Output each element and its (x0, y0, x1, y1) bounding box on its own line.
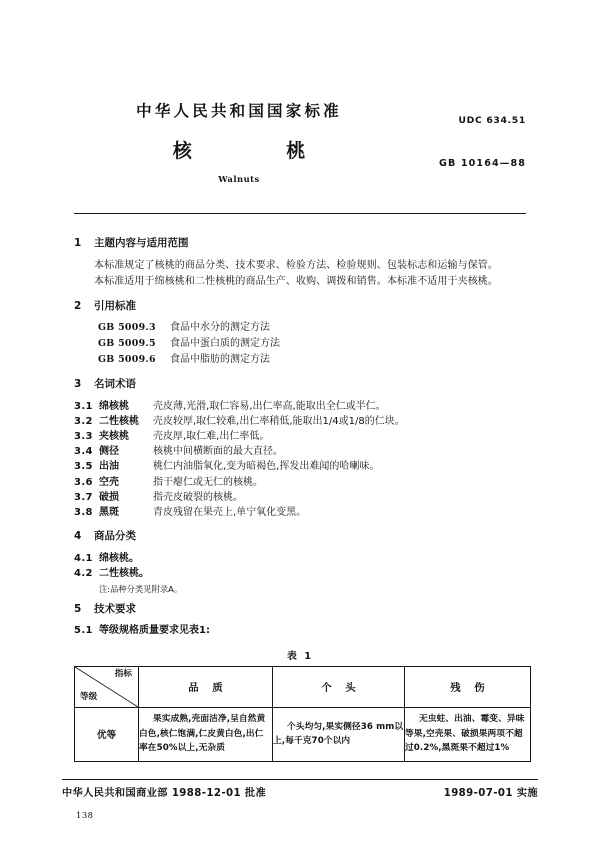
table-cell-quality: 果实成熟,壳面洁净,呈自然黄白色,核仁饱满,仁皮黄白色,出仁率在50%以上,无杂质 (139, 707, 273, 761)
grade-specification-table (74, 666, 531, 762)
classification-text: 二性核桃。 (99, 568, 149, 580)
section-1-paragraph-1: 本标准规定了核桃的商品分类、技术要求、检验方法、检验规则、包装标志和运输与保管。 (94, 259, 498, 271)
term-definition: 桃仁内油脂氧化,变为暗褐色,挥发出难闻的哈喇味。 (153, 461, 380, 473)
table-cell-grade: 优等 (75, 707, 139, 761)
section-2-heading (74, 301, 526, 312)
section-2-number: 2 (74, 299, 82, 312)
term-definition: 核桃中间横断面的最大直径。 (153, 446, 283, 458)
section-4-heading (74, 531, 526, 542)
reference-code: GB 5009.3 (98, 322, 156, 333)
section-1-title: 主题内容与适用范围 (94, 237, 189, 249)
standard-number: GB 10164—88 (439, 158, 526, 169)
reference-item (74, 320, 526, 336)
term-definition: 指壳皮破裂的核桃。 (153, 491, 243, 503)
document-title: 核 桃 (172, 139, 350, 162)
document-subtitle-english: Walnuts (218, 173, 260, 184)
footer-approval-text: 中华人民共和国商业部 1988-12-01 批准 (62, 788, 267, 799)
document-body (74, 238, 526, 762)
term-word: 侧径 (99, 446, 119, 458)
term-definition: 指干瘪仁或无仁的核桃。 (153, 476, 263, 488)
term-item (74, 475, 526, 490)
classification-item (74, 551, 526, 567)
section-2-title: 引用标准 (94, 299, 136, 312)
section-1-paragraph-2: 本标准适用于绵核桃和二性核桃的商品生产、收购、调拨和销售。本标准不适用于夹核桃。 (94, 275, 498, 287)
reference-item (74, 336, 526, 352)
term-item (74, 444, 526, 459)
classification-text: 绵核桃。 (99, 552, 139, 564)
term-word: 黑斑 (99, 506, 119, 518)
section-1-number: 1 (74, 237, 82, 249)
table-corner-cell (75, 666, 139, 707)
term-word: 出油 (99, 461, 119, 473)
udc-code: UDC 634.51 (458, 115, 526, 126)
section-5-title: 技术要求 (94, 602, 136, 615)
header-divider (74, 213, 526, 214)
term-item (74, 429, 526, 444)
document-header (74, 104, 526, 183)
section-5-1-item (74, 623, 526, 639)
table-row (75, 707, 531, 761)
term-item (74, 490, 526, 505)
classification-number: 4.1 (74, 552, 93, 564)
table-corner-indicator-label: 指标 (114, 668, 132, 679)
term-word: 二性核桃 (99, 415, 139, 427)
section-5-1-number: 5.1 (74, 625, 93, 637)
table-caption: 表 1 (286, 650, 314, 662)
table-cell-size: 个头均匀,果实侧径36 mm以上,每千克70个以内 (273, 707, 405, 761)
term-number: 3.6 (74, 476, 93, 488)
reference-title: 食品中水分的测定方法 (170, 322, 270, 333)
reference-code: GB 5009.5 (98, 338, 156, 349)
term-number: 3.4 (74, 446, 93, 458)
term-number: 3.1 (74, 400, 93, 412)
term-definition: 壳皮厚,取仁难,出仁率低。 (153, 430, 270, 442)
reference-title: 食品中脂肪的测定方法 (170, 354, 270, 365)
term-word: 破损 (99, 491, 119, 503)
table-header-quality: 品 质 (139, 666, 273, 707)
reference-item (74, 352, 526, 368)
term-number: 3.2 (74, 415, 93, 427)
term-word: 夹核桃 (99, 430, 129, 442)
section-4-number: 4 (74, 530, 82, 543)
footer-divider (62, 779, 538, 780)
classification-number: 4.2 (74, 568, 93, 580)
classification-item (74, 566, 526, 582)
reference-code: GB 5009.6 (98, 354, 156, 365)
document-footer (62, 784, 538, 798)
section-3-number: 3 (74, 378, 82, 390)
term-item (74, 414, 526, 429)
page-number: 138 (76, 810, 94, 820)
term-number: 3.7 (74, 491, 93, 503)
term-definition: 壳皮较厚,取仁较难,出仁率稍低,能取出1/4或1/8的仁块。 (153, 415, 405, 427)
term-number: 3.3 (74, 430, 93, 442)
section-4-note: 注:品种分类见附录A。 (99, 583, 183, 594)
section-1-heading (74, 238, 526, 249)
term-definition: 青皮残留在果壳上,单宁氧化变黑。 (153, 506, 307, 518)
table-corner-grade-label: 等级 (80, 692, 98, 703)
section-3-heading (74, 379, 526, 390)
section-5-1-text: 等级规格质量要求见表1: (99, 625, 210, 637)
term-item (74, 459, 526, 474)
section-5-number: 5 (74, 602, 82, 615)
table-header-size: 个 头 (273, 666, 405, 707)
term-definition: 壳皮薄,光滑,取仁容易,出仁率高,能取出全仁或半仁。 (153, 400, 386, 412)
section-5-heading (74, 604, 526, 615)
term-word: 绵核桃 (99, 400, 129, 412)
national-standard-line: 中华人民共和国国家标准 (136, 102, 342, 120)
term-item (74, 399, 526, 414)
table-cell-defect: 无虫蛀、出油、霉变、异味等果,空壳果、破损果两项不超过0.2%,黑斑果不超过1% (405, 707, 531, 761)
section-3-title: 名词术语 (94, 378, 136, 390)
term-number: 3.8 (74, 506, 93, 518)
term-item (74, 505, 526, 520)
term-word: 空壳 (99, 476, 119, 488)
reference-title: 食品中蛋白质的测定方法 (170, 338, 280, 349)
table-header-defect: 残 伤 (405, 666, 531, 707)
table-header-row (75, 666, 531, 707)
term-number: 3.5 (74, 461, 93, 473)
footer-implementation-text: 1989-07-01 实施 (443, 788, 538, 799)
section-4-title: 商品分类 (94, 530, 136, 543)
